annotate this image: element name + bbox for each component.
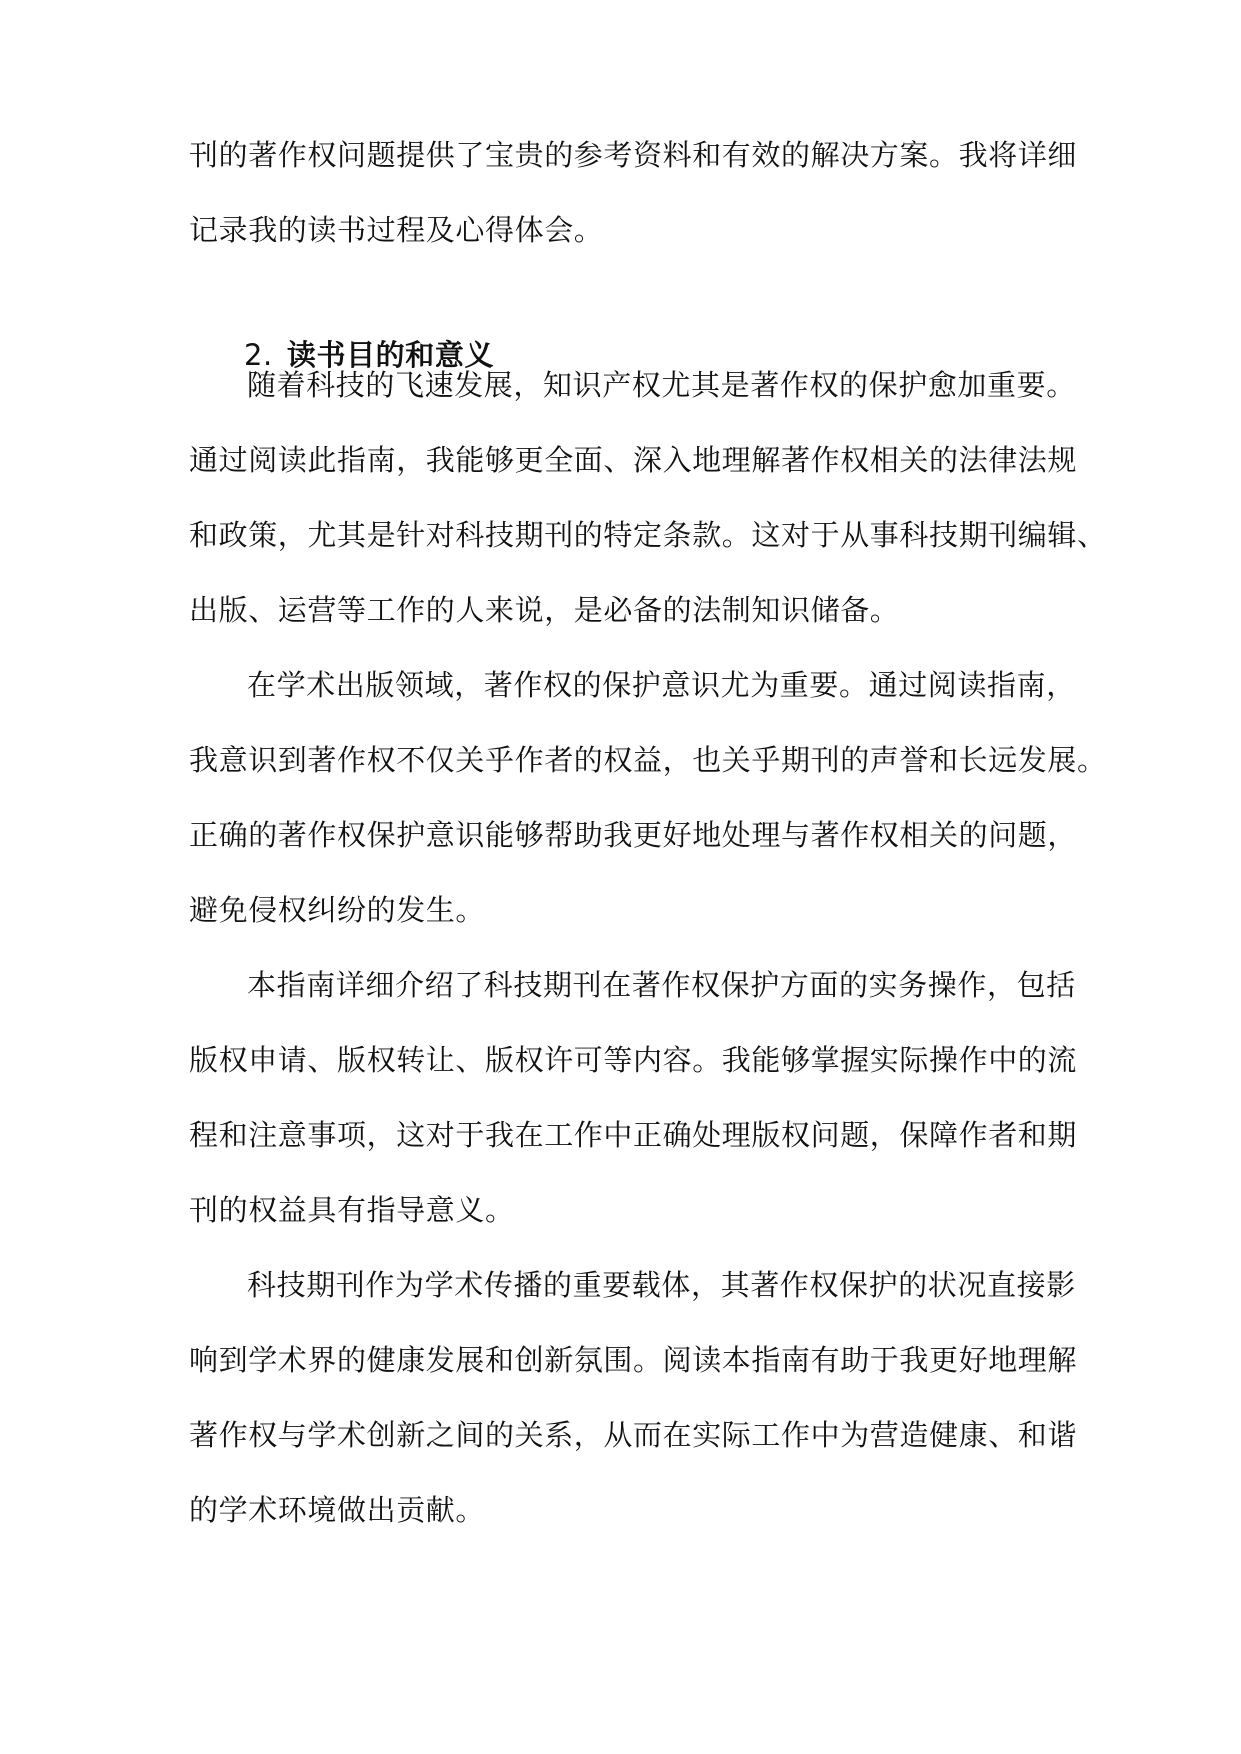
paragraph-line: 正确的著作权保护意识能够帮助我更好地处理与著作权相关的问题， — [189, 818, 1078, 852]
paragraph-2 — [189, 648, 1107, 948]
intro-line: 刊的著作权问题提供了宝贵的参考资料和有效的解决方案。我将详细 — [189, 138, 1078, 172]
section-title: 读书目的和意义 — [286, 338, 495, 372]
paragraph-3 — [189, 948, 1078, 1248]
paragraph-line: 响到学术界的健康发展和创新氛围。阅读本指南有助于我更好地理解 — [189, 1343, 1078, 1377]
paragraph-line: 版权申请、版权转让、版权许可等内容。我能够掌握实际操作中的流 — [189, 1043, 1078, 1077]
intro-line: 记录我的读书过程及心得体会。 — [189, 213, 604, 247]
paragraph-line: 著作权与学术创新之间的关系，从而在实际工作中为营造健康、和谐 — [189, 1418, 1078, 1452]
paragraph-1 — [189, 348, 1107, 648]
paragraph-line: 避免侵权纠纷的发生。 — [189, 893, 486, 927]
intro-paragraph — [189, 118, 1078, 268]
paragraph-line: 我意识到著作权不仅关乎作者的权益，也关乎期刊的声誉和长远发展。 — [189, 743, 1107, 777]
paragraph-line: 科技期刊作为学术传播的重要载体，其著作权保护的状况直接影 — [247, 1268, 1076, 1302]
paragraph-line: 随着科技的飞速发展，知识产权尤其是著作权的保护愈加重要。 — [247, 368, 1076, 402]
paragraph-4 — [189, 1248, 1078, 1548]
paragraph-line: 本指南详细介绍了科技期刊在著作权保护方面的实务操作，包括 — [247, 968, 1076, 1002]
paragraph-line: 刊的权益具有指导意义。 — [189, 1193, 515, 1227]
paragraph-line: 出版、运营等工作的人来说，是必备的法制知识储备。 — [189, 593, 900, 627]
paragraph-line: 通过阅读此指南，我能够更全面、深入地理解著作权相关的法律法规 — [189, 443, 1078, 477]
section-number: 2. — [244, 338, 273, 372]
paragraph-line: 在学术出版领域，著作权的保护意识尤为重要。通过阅读指南， — [247, 668, 1076, 702]
paragraph-line: 和政策，尤其是针对科技期刊的特定条款。这对于从事科技期刊编辑、 — [189, 518, 1107, 552]
paragraph-line: 的学术环境做出贡献。 — [189, 1493, 486, 1527]
paragraph-line: 程和注意事项，这对于我在工作中正确处理版权问题，保障作者和期 — [189, 1118, 1078, 1152]
